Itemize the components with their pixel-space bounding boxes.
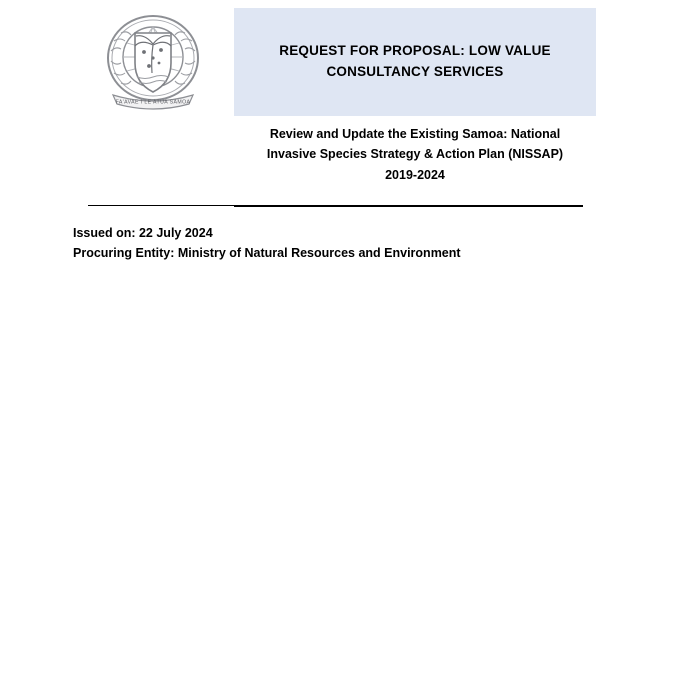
header-divider-left bbox=[88, 205, 234, 206]
document-meta bbox=[73, 224, 633, 264]
rfp-subtitle-line-2: Invasive Species Strategy & Action Plan (NISSAP) bbox=[266, 147, 564, 162]
header-divider-right bbox=[234, 205, 583, 207]
rfp-subtitle bbox=[234, 124, 596, 185]
issued-on-line: Issued on: 22 July 2024 bbox=[73, 226, 213, 240]
rfp-title: REQUEST FOR PROPOSAL: LOW VALUE CONSULTANCY SERVICES bbox=[279, 43, 551, 79]
crest-motto-text: FA'AVAE I LE ATUA SAMOA bbox=[115, 99, 191, 106]
samoa-coat-of-arms-icon bbox=[99, 11, 207, 115]
procuring-entity-line: Procuring Entity: Ministry of Natural Resources and Environment bbox=[73, 245, 461, 260]
rfp-subtitle-line-3: 2019-2024 bbox=[385, 167, 445, 182]
rfp-title-band bbox=[234, 8, 596, 116]
rfp-subtitle-line-1: Review and Update the Existing Samoa: National bbox=[269, 127, 561, 141]
document-header bbox=[0, 0, 685, 200]
crest-container bbox=[88, 8, 218, 118]
